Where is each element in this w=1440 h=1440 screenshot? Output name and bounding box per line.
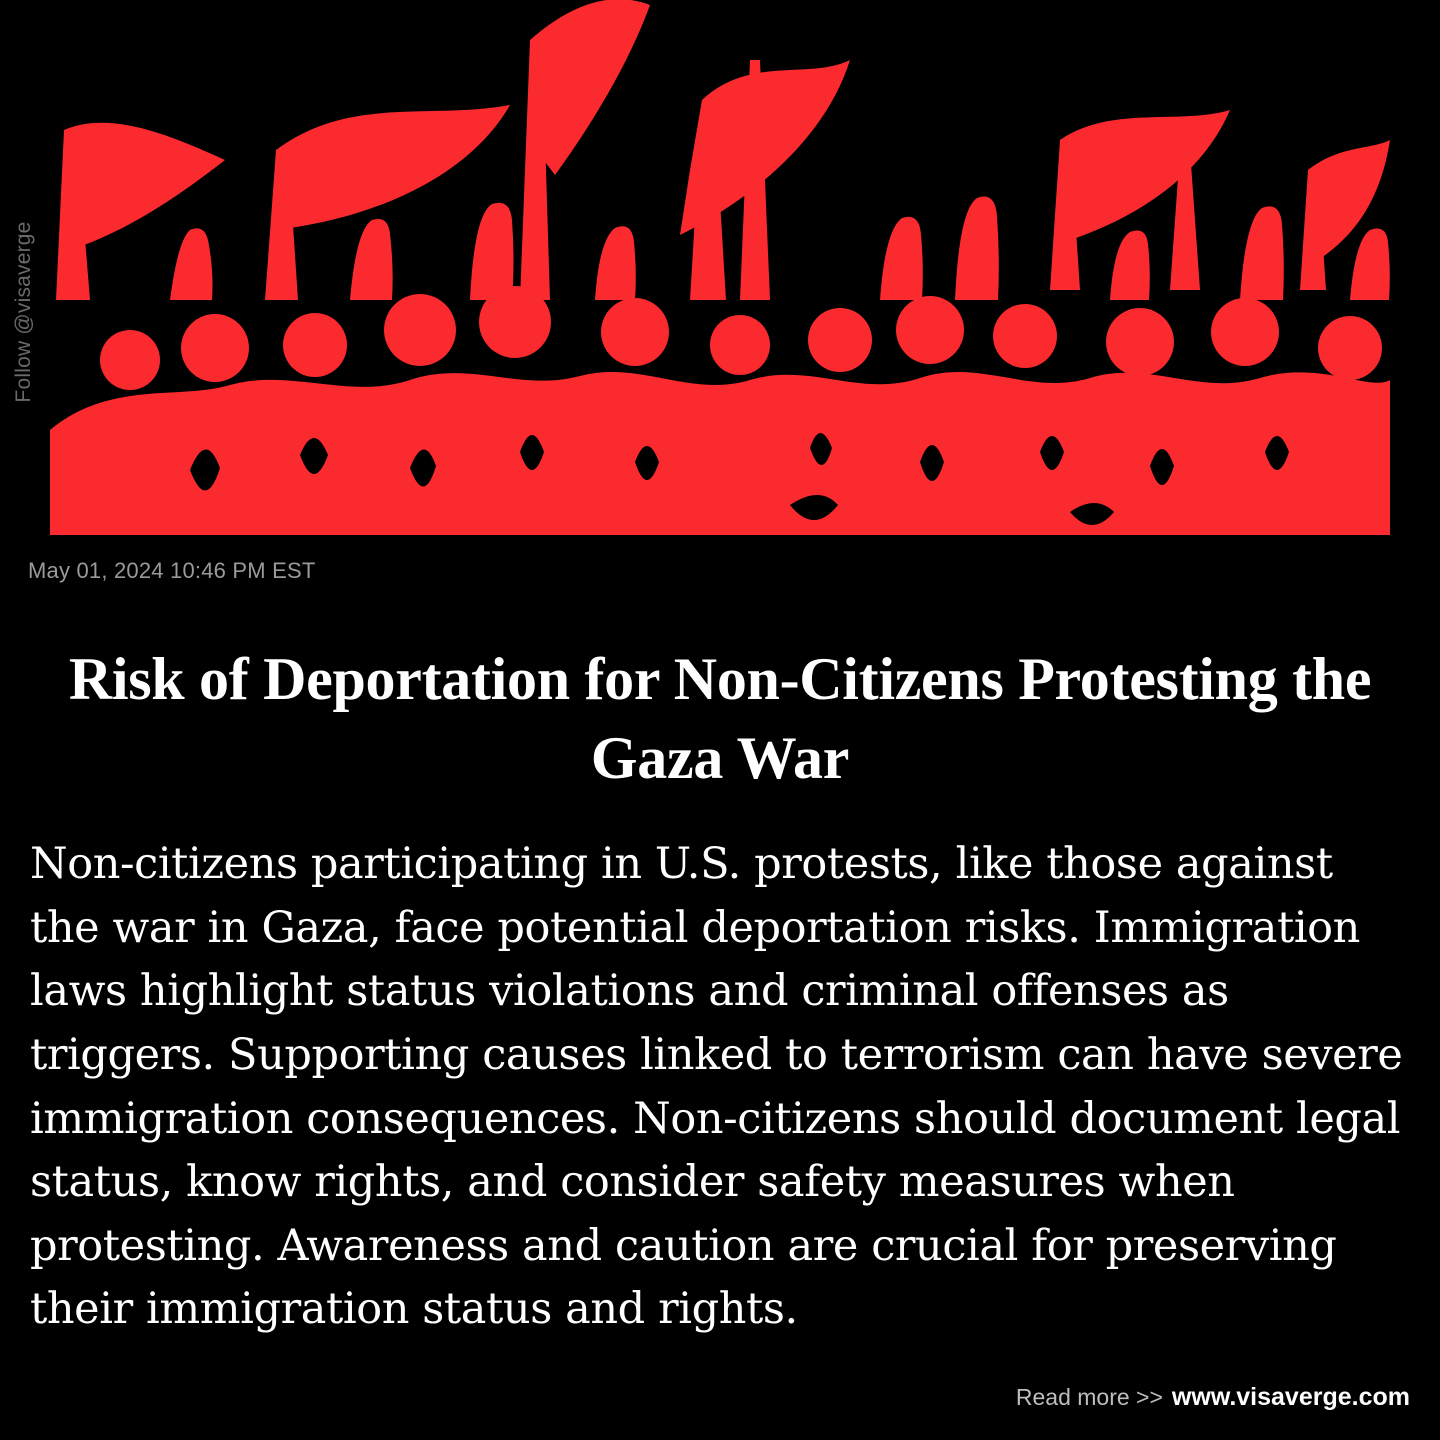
- follow-handle-watermark: Follow @visaverge: [12, 221, 35, 403]
- hero-image: [50, 0, 1390, 535]
- site-url[interactable]: www.visaverge.com: [1171, 1383, 1410, 1411]
- article-timestamp: May 01, 2024 10:46 PM EST: [28, 558, 316, 583]
- read-more-label: Read more >>: [1015, 1384, 1163, 1410]
- article-summary: Non-citizens participating in U.S. protests, like those against the war in Gaza, face potential deportation risks. Immigration laws highlight status violations and criminal offenses as triggers. Supporting causes linked to terrorism can have severe immigration consequences. Non-citizens should document legal status, know rights, and consider safety measures when protesting. Awareness and caution are crucial for preserving their immigration status and rights.: [30, 839, 1403, 1335]
- protest-crowd-silhouette-icon: [50, 0, 1390, 535]
- footer: [1016, 1383, 1410, 1412]
- page-title: Risk of Deportation for Non-Citizens Protesting the Gaza War: [68, 646, 1372, 792]
